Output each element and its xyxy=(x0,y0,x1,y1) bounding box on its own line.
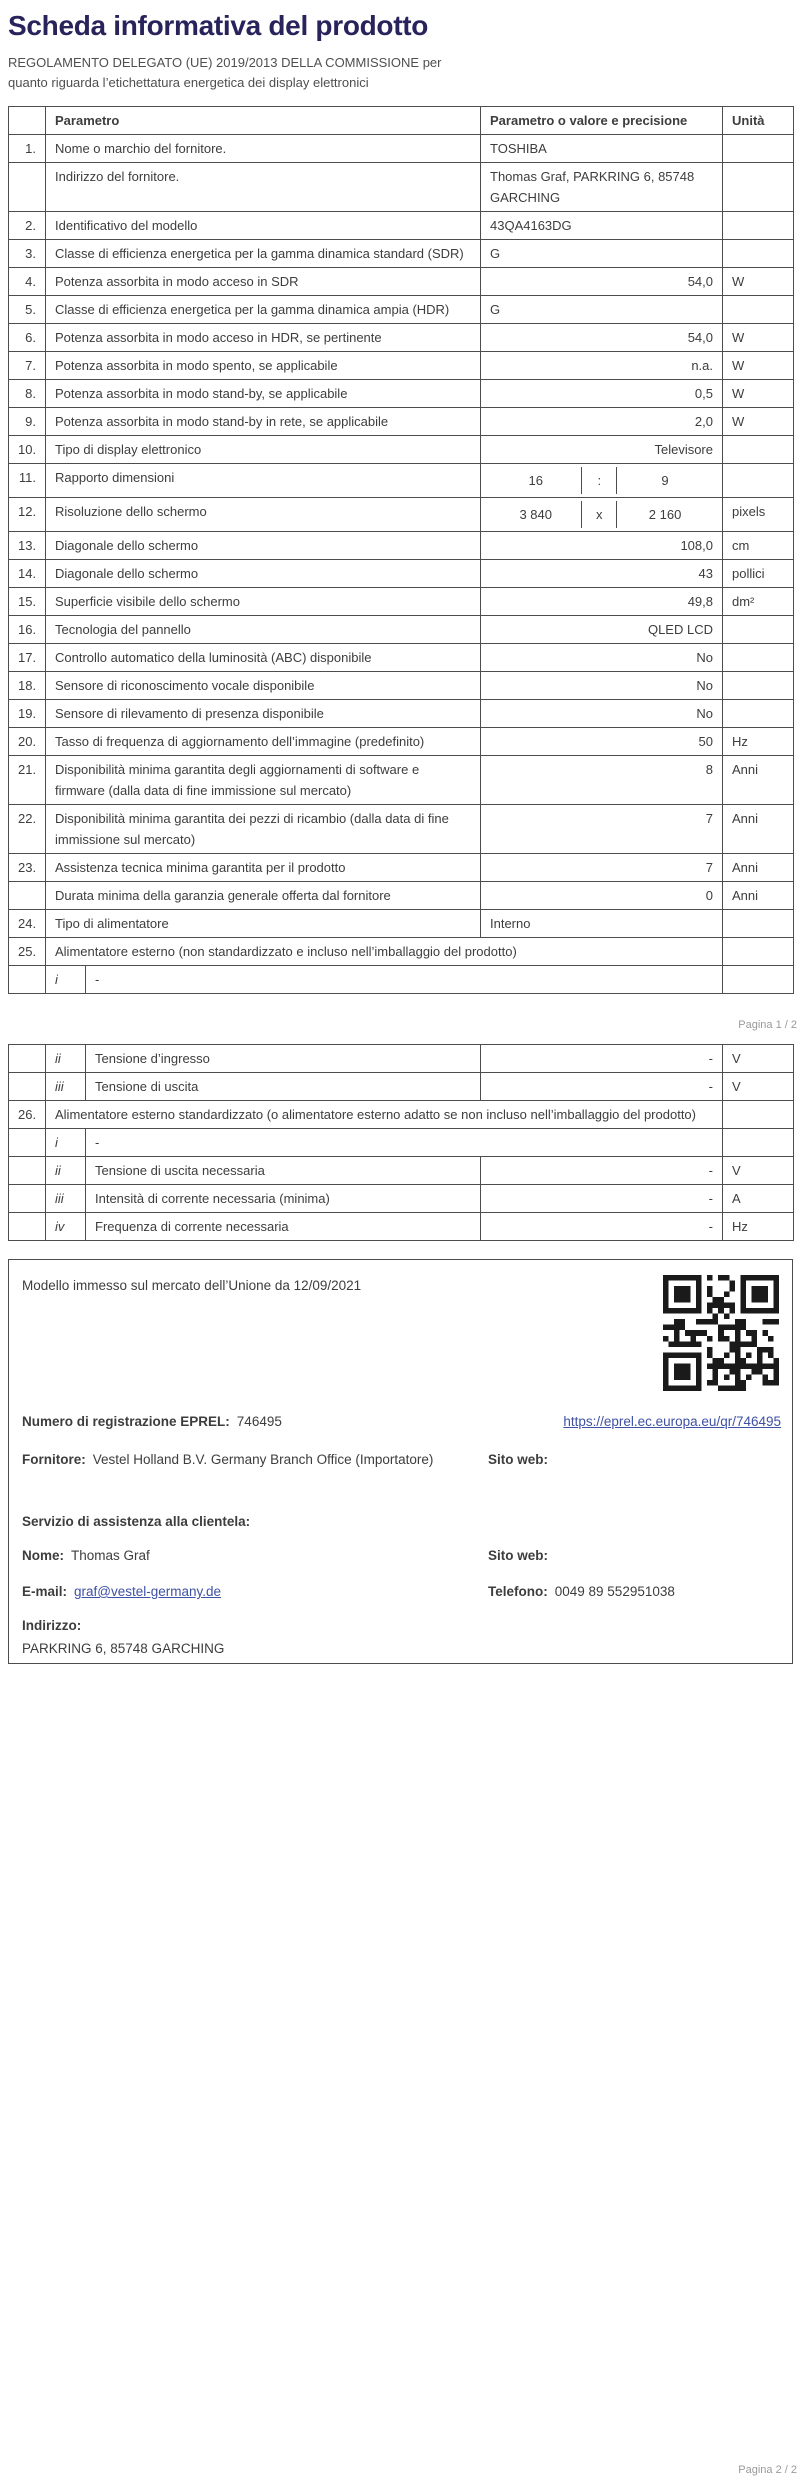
parameter-cell: Alimentatore esterno standardizzato (o alimentatore esterno adatto se non incluso nell’imballaggio del prodotto) xyxy=(46,1101,723,1129)
parameter-cell: Disponibilità minima garantita degli aggiornamenti di software e firmware (dalla data di fine immissione sul mercato) xyxy=(46,756,481,805)
roman-index-cell: i xyxy=(46,1129,86,1157)
address-value: PARKRING 6, 85748 GARCHING xyxy=(22,1641,225,1656)
table-row xyxy=(9,135,794,163)
row-number-cell: 8. xyxy=(9,380,46,408)
table-row xyxy=(9,672,794,700)
unit-cell: Hz xyxy=(723,1213,794,1241)
value-cell: - xyxy=(481,1157,723,1185)
unit-cell: Anni xyxy=(723,805,794,854)
value-cell: TOSHIBA xyxy=(481,135,723,163)
value-cell: 7 xyxy=(481,805,723,854)
parameter-cell: Potenza assorbita in modo spento, se applicabile xyxy=(46,352,481,380)
value-cell: No xyxy=(481,700,723,728)
row-number-cell xyxy=(9,1045,46,1073)
row-number-cell: 16. xyxy=(9,616,46,644)
value-cell: 7 xyxy=(481,854,723,882)
contact-name-label: Nome: xyxy=(22,1548,65,1563)
parameter-cell: Nome o marchio del fornitore. xyxy=(46,135,481,163)
unit-cell xyxy=(723,464,794,498)
unit-cell xyxy=(723,1129,794,1157)
row-number-cell: 24. xyxy=(9,910,46,938)
value-cell: 0,5 xyxy=(481,380,723,408)
row-number-cell: 10. xyxy=(9,436,46,464)
supplier-value: Vestel Holland B.V. Germany Branch Office (Importatore) xyxy=(92,1452,434,1467)
unit-cell: Anni xyxy=(723,854,794,882)
value-cell xyxy=(481,464,723,498)
table-header-row xyxy=(9,107,794,135)
unit-cell xyxy=(723,163,794,212)
row-number-cell: 4. xyxy=(9,268,46,296)
parameter-header: Parametro xyxy=(46,107,481,135)
table-row xyxy=(9,854,794,882)
value-cell: n.a. xyxy=(481,352,723,380)
parameter-cell: Disponibilità minima garantita dei pezzi di ricambio (dalla data di fine immissione sul mercato) xyxy=(46,805,481,854)
unit-cell: W xyxy=(723,352,794,380)
value-cell: 0 xyxy=(481,882,723,910)
value-cell: 54,0 xyxy=(481,268,723,296)
value-cell: 43QA4163DG xyxy=(481,212,723,240)
email-row xyxy=(22,1582,221,1602)
table-row xyxy=(9,1073,794,1101)
row-number-cell xyxy=(9,163,46,212)
row-number-cell: 18. xyxy=(9,672,46,700)
table-row xyxy=(9,163,794,212)
unit-header: Unità xyxy=(723,107,794,135)
row-number-cell: 19. xyxy=(9,700,46,728)
parameter-cell: Durata minima della garanzia generale offerta dal fornitore xyxy=(46,882,481,910)
value-cell: - xyxy=(86,966,723,994)
table-row xyxy=(9,296,794,324)
row-number-cell: 21. xyxy=(9,756,46,805)
table-row xyxy=(9,728,794,756)
row-number-cell: 14. xyxy=(9,560,46,588)
supplier-label: Fornitore: xyxy=(22,1452,86,1467)
parameter-cell: Identificativo del modello xyxy=(46,212,481,240)
value-triple xyxy=(490,467,713,494)
row-number-cell xyxy=(9,1185,46,1213)
parameter-cell: Frequenza di corrente necessaria xyxy=(86,1213,481,1241)
table-row xyxy=(9,1185,794,1213)
row-number-cell xyxy=(9,1073,46,1101)
product-parameters-table-page2 xyxy=(8,1044,794,1241)
page-footer-1: Pagina 1 / 2 xyxy=(738,1019,797,1031)
row-number-cell xyxy=(9,1129,46,1157)
value-cell: G xyxy=(481,296,723,324)
value-part: 16 xyxy=(528,473,543,488)
row-number-cell: 13. xyxy=(9,532,46,560)
roman-index-cell: iii xyxy=(46,1073,86,1101)
parameter-cell: Tensione di uscita xyxy=(86,1073,481,1101)
unit-cell xyxy=(723,700,794,728)
row-number-cell: 2. xyxy=(9,212,46,240)
website-label-1: Sito web: xyxy=(488,1452,548,1467)
parameter-cell: Diagonale dello schermo xyxy=(46,560,481,588)
unit-cell: W xyxy=(723,268,794,296)
table-row xyxy=(9,1129,794,1157)
parameter-cell: Superficie visibile dello schermo xyxy=(46,588,481,616)
parameter-cell: Classe di efficienza energetica per la gamma dinamica ampia (HDR) xyxy=(46,296,481,324)
email-label: E-mail: xyxy=(22,1584,68,1599)
unit-cell: V xyxy=(723,1045,794,1073)
unit-cell: dm² xyxy=(723,588,794,616)
unit-cell xyxy=(723,1101,794,1129)
value-cell: 49,8 xyxy=(481,588,723,616)
unit-cell xyxy=(723,966,794,994)
market-date-line: Modello immesso sul mercato dell’Unione da 12/09/2021 xyxy=(22,1278,362,1293)
phone-label: Telefono: xyxy=(488,1584,548,1599)
roman-index-cell: i xyxy=(46,966,86,994)
unit-cell: Anni xyxy=(723,756,794,805)
value-separator: : xyxy=(581,467,617,494)
parameter-cell: Potenza assorbita in modo stand-by, se applicabile xyxy=(46,380,481,408)
unit-cell xyxy=(723,296,794,324)
row-number-cell: 3. xyxy=(9,240,46,268)
value-cell: - xyxy=(481,1185,723,1213)
row-number-cell: 11. xyxy=(9,464,46,498)
roman-index-cell: iii xyxy=(46,1185,86,1213)
value-cell: - xyxy=(481,1213,723,1241)
row-number-cell: 25. xyxy=(9,938,46,966)
row-number-cell: 7. xyxy=(9,352,46,380)
supplier-row xyxy=(22,1450,474,1470)
unit-cell xyxy=(723,938,794,966)
parameter-cell: Assistenza tecnica minima garantita per il prodotto xyxy=(46,854,481,882)
row-number-cell xyxy=(9,882,46,910)
table-row xyxy=(9,616,794,644)
email-link[interactable]: graf@vestel-germany.de xyxy=(74,1584,222,1599)
unit-cell: W xyxy=(723,408,794,436)
table-row xyxy=(9,268,794,296)
parameter-cell: Tipo di alimentatore xyxy=(46,910,481,938)
roman-index-cell: ii xyxy=(46,1045,86,1073)
value-cell xyxy=(481,498,723,532)
unit-cell xyxy=(723,135,794,163)
value-cell: 50 xyxy=(481,728,723,756)
unit-cell: V xyxy=(723,1073,794,1101)
value-cell: 43 xyxy=(481,560,723,588)
value-header: Parametro o valore e precisione xyxy=(481,107,723,135)
value-cell: G xyxy=(481,240,723,268)
row-number-cell: 15. xyxy=(9,588,46,616)
parameter-cell: Diagonale dello schermo xyxy=(46,532,481,560)
parameter-cell: Sensore di rilevamento di presenza disponibile xyxy=(46,700,481,728)
phone-value: 0049 89 552951038 xyxy=(554,1584,675,1599)
parameter-cell: Indirizzo del fornitore. xyxy=(46,163,481,212)
table-row xyxy=(9,700,794,728)
row-number-cell: 17. xyxy=(9,644,46,672)
table-row xyxy=(9,588,794,616)
value-cell: QLED LCD xyxy=(481,616,723,644)
row-number-cell: 9. xyxy=(9,408,46,436)
eprel-registration-label: Numero di registrazione EPREL: xyxy=(22,1414,230,1429)
value-part: 3 840 xyxy=(519,507,552,522)
unit-cell xyxy=(723,644,794,672)
eprel-info-box xyxy=(8,1259,793,1664)
unit-cell xyxy=(723,910,794,938)
value-cell: 54,0 xyxy=(481,324,723,352)
unit-cell: Anni xyxy=(723,882,794,910)
eprel-registration-number: 746495 xyxy=(236,1414,282,1429)
value-cell: - xyxy=(481,1045,723,1073)
row-number-cell: 23. xyxy=(9,854,46,882)
table-row xyxy=(9,966,794,994)
parameter-cell: Classe di efficienza energetica per la gamma dinamica standard (SDR) xyxy=(46,240,481,268)
table-row xyxy=(9,498,794,532)
table-row xyxy=(9,1101,794,1129)
row-number-cell xyxy=(9,1157,46,1185)
value-cell: - xyxy=(481,1073,723,1101)
value-cell: 108,0 xyxy=(481,532,723,560)
table-row xyxy=(9,756,794,805)
value-cell: 8 xyxy=(481,756,723,805)
table-row xyxy=(9,1045,794,1073)
value-separator: x xyxy=(581,501,617,528)
table-row xyxy=(9,352,794,380)
table-row xyxy=(9,464,794,498)
unit-cell: cm xyxy=(723,532,794,560)
value-cell: - xyxy=(86,1129,723,1157)
unit-cell: W xyxy=(723,324,794,352)
unit-cell: pollici xyxy=(723,560,794,588)
parameter-cell: Tensione di uscita necessaria xyxy=(86,1157,481,1185)
parameter-cell: Tecnologia del pannello xyxy=(46,616,481,644)
unit-cell xyxy=(723,212,794,240)
roman-index-cell: iv xyxy=(46,1213,86,1241)
parameter-cell: Tensione d’ingresso xyxy=(86,1045,481,1073)
value-triple xyxy=(490,501,713,528)
parameter-cell: Tasso di frequenza di aggiornamento dell’immagine (predefinito) xyxy=(46,728,481,756)
value-cell: Thomas Graf, PARKRING 6, 85748 GARCHING xyxy=(481,163,723,212)
website-label-2: Sito web: xyxy=(488,1548,548,1563)
table-row xyxy=(9,910,794,938)
unit-cell: W xyxy=(723,380,794,408)
parameter-cell: Potenza assorbita in modo acceso in HDR, se pertinente xyxy=(46,324,481,352)
value-cell: 2,0 xyxy=(481,408,723,436)
parameter-cell: Rapporto dimensioni xyxy=(46,464,481,498)
row-number-cell: 5. xyxy=(9,296,46,324)
table-row xyxy=(9,1157,794,1185)
row-number-cell: 6. xyxy=(9,324,46,352)
row-number-cell: 26. xyxy=(9,1101,46,1129)
unit-cell xyxy=(723,616,794,644)
table-row xyxy=(9,644,794,672)
row-number-cell: 20. xyxy=(9,728,46,756)
table-row xyxy=(9,408,794,436)
table-row xyxy=(9,212,794,240)
eprel-registration-row xyxy=(22,1412,282,1432)
unit-cell xyxy=(723,436,794,464)
contact-name-value: Thomas Graf xyxy=(71,1548,150,1563)
parameter-cell: Intensità di corrente necessaria (minima) xyxy=(86,1185,481,1213)
row-number-cell xyxy=(9,1213,46,1241)
parameter-cell: Risoluzione dello schermo xyxy=(46,498,481,532)
row-number-header xyxy=(9,107,46,135)
table-row xyxy=(9,938,794,966)
unit-cell xyxy=(723,240,794,268)
qr-code-icon xyxy=(663,1275,779,1391)
parameter-cell: Sensore di riconoscimento vocale disponibile xyxy=(46,672,481,700)
table-row xyxy=(9,805,794,854)
value-cell: No xyxy=(481,672,723,700)
roman-index-cell: ii xyxy=(46,1157,86,1185)
eprel-link[interactable]: https://eprel.ec.europa.eu/qr/746495 xyxy=(563,1414,781,1429)
table-row xyxy=(9,560,794,588)
table-row xyxy=(9,240,794,268)
parameter-cell: Potenza assorbita in modo acceso in SDR xyxy=(46,268,481,296)
table-row xyxy=(9,882,794,910)
table-row xyxy=(9,324,794,352)
row-number-cell: 22. xyxy=(9,805,46,854)
table-row xyxy=(9,380,794,408)
unit-cell: V xyxy=(723,1157,794,1185)
contact-name-row xyxy=(22,1546,150,1566)
value-part: 9 xyxy=(661,473,669,488)
value-cell: Interno xyxy=(481,910,723,938)
unit-cell: Hz xyxy=(723,728,794,756)
parameter-cell: Tipo di display elettronico xyxy=(46,436,481,464)
phone-row xyxy=(488,1582,675,1602)
regulation-subtitle: REGOLAMENTO DELEGATO (UE) 2019/2013 DELLA COMMISSIONE per quanto riguarda l’etichettatura energetica dei display elettronici xyxy=(8,55,442,90)
page-footer-2: Pagina 2 / 2 xyxy=(738,2464,797,2476)
table-row xyxy=(9,436,794,464)
row-number-cell xyxy=(9,966,46,994)
value-cell: No xyxy=(481,644,723,672)
row-number-cell: 12. xyxy=(9,498,46,532)
unit-cell: A xyxy=(723,1185,794,1213)
table-row xyxy=(9,1213,794,1241)
unit-cell: pixels xyxy=(723,498,794,532)
parameter-cell: Controllo automatico della luminosità (ABC) disponibile xyxy=(46,644,481,672)
parameter-cell: Potenza assorbita in modo stand-by in rete, se applicabile xyxy=(46,408,481,436)
unit-cell xyxy=(723,672,794,700)
parameter-cell: Alimentatore esterno (non standardizzato e incluso nell’imballaggio del prodotto) xyxy=(46,938,723,966)
product-parameters-table-page1 xyxy=(8,106,794,994)
value-cell: Televisore xyxy=(481,436,723,464)
value-part: 2 160 xyxy=(648,507,682,522)
table-row xyxy=(9,532,794,560)
customer-service-heading: Servizio di assistenza alla clientela: xyxy=(22,1514,251,1529)
address-label: Indirizzo: xyxy=(22,1618,82,1633)
row-number-cell: 1. xyxy=(9,135,46,163)
page-title: Scheda informativa del prodotto xyxy=(8,10,429,41)
